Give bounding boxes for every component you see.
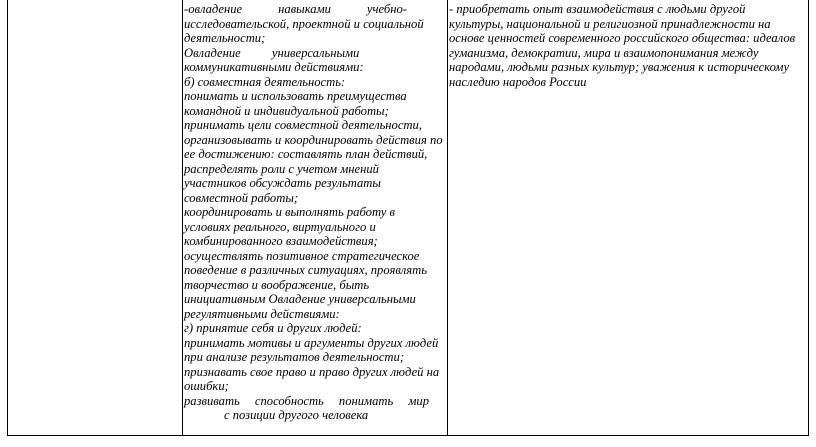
text-line: комбинированного взаимодействия;	[184, 234, 378, 248]
middle-column-cell	[184, 2, 447, 423]
text-line: исследовательской, проектной и социальной	[184, 16, 424, 31]
text-line: осуществлять позитивное стратегическое	[184, 248, 420, 263]
text-line: гуманизма, демократии, мира и взаимопонимания между	[449, 45, 759, 60]
table-border-col2	[447, 0, 448, 436]
text-line: коммуникативными действиями:	[184, 60, 364, 74]
text-line: понимать и использовать преимущества	[184, 89, 407, 103]
text-line: принимать мотивы и аргументы других людей	[184, 335, 439, 350]
text-line: творчество и воображение, быть	[184, 277, 370, 292]
text-line: координировать и выполнять работу в	[184, 205, 395, 219]
text-line: - приобретать опыт взаимодействия с людьми другой	[449, 2, 746, 16]
text-line-last-words: развивать способность понимать мир	[184, 393, 429, 408]
text-line: ее достижению: составлять план действий,	[184, 147, 428, 161]
text-line: организовывать и координировать действия по	[184, 132, 443, 147]
text-line: при анализе результатов деятельности;	[184, 350, 405, 364]
text-line: Овладение универсальными	[184, 45, 360, 60]
text-line: культуры, национальной и религиозной принадлежности на	[449, 16, 771, 31]
text-line: деятельности;	[184, 31, 266, 45]
text-line: г) принятие себя и других людей:	[184, 321, 362, 335]
table-border-right	[808, 0, 809, 436]
table-border-col1	[182, 0, 183, 436]
text-line: ошибки;	[184, 379, 229, 393]
right-column-cell	[449, 2, 807, 89]
text-line: наследию народов России	[449, 74, 587, 89]
text-line: принимать цели совместной деятельности,	[184, 118, 422, 132]
text-line: распределять роли с учетом мнений	[184, 161, 379, 176]
table-border-left	[7, 0, 8, 436]
text-line: регулятивными действиями:	[184, 306, 340, 321]
text-line-final: с позиции другого человека	[224, 408, 369, 422]
text-line: инициативным Овладение универсальными	[184, 292, 416, 306]
text-line: народами, людьми разных культур; уважения к историческому	[449, 60, 790, 74]
text-line: условиях реального, виртуального и	[184, 219, 376, 234]
text-line: признавать свое право и право других людей на	[184, 364, 440, 379]
text-line: совместной работы;	[184, 190, 299, 205]
text-line-1: -овладение навыками учебно-	[184, 2, 407, 16]
text-line: поведение в различных ситуациях, проявлять	[184, 263, 427, 277]
text-line: участников обсуждать результаты	[184, 176, 381, 190]
text-line: основе ценностей современного российского общества: идеалов	[449, 31, 796, 45]
text-line: б) совместная деятельность:	[184, 74, 346, 89]
table-border-bottom	[7, 435, 809, 436]
text-line: командной и индивидуальной работы;	[184, 103, 389, 118]
